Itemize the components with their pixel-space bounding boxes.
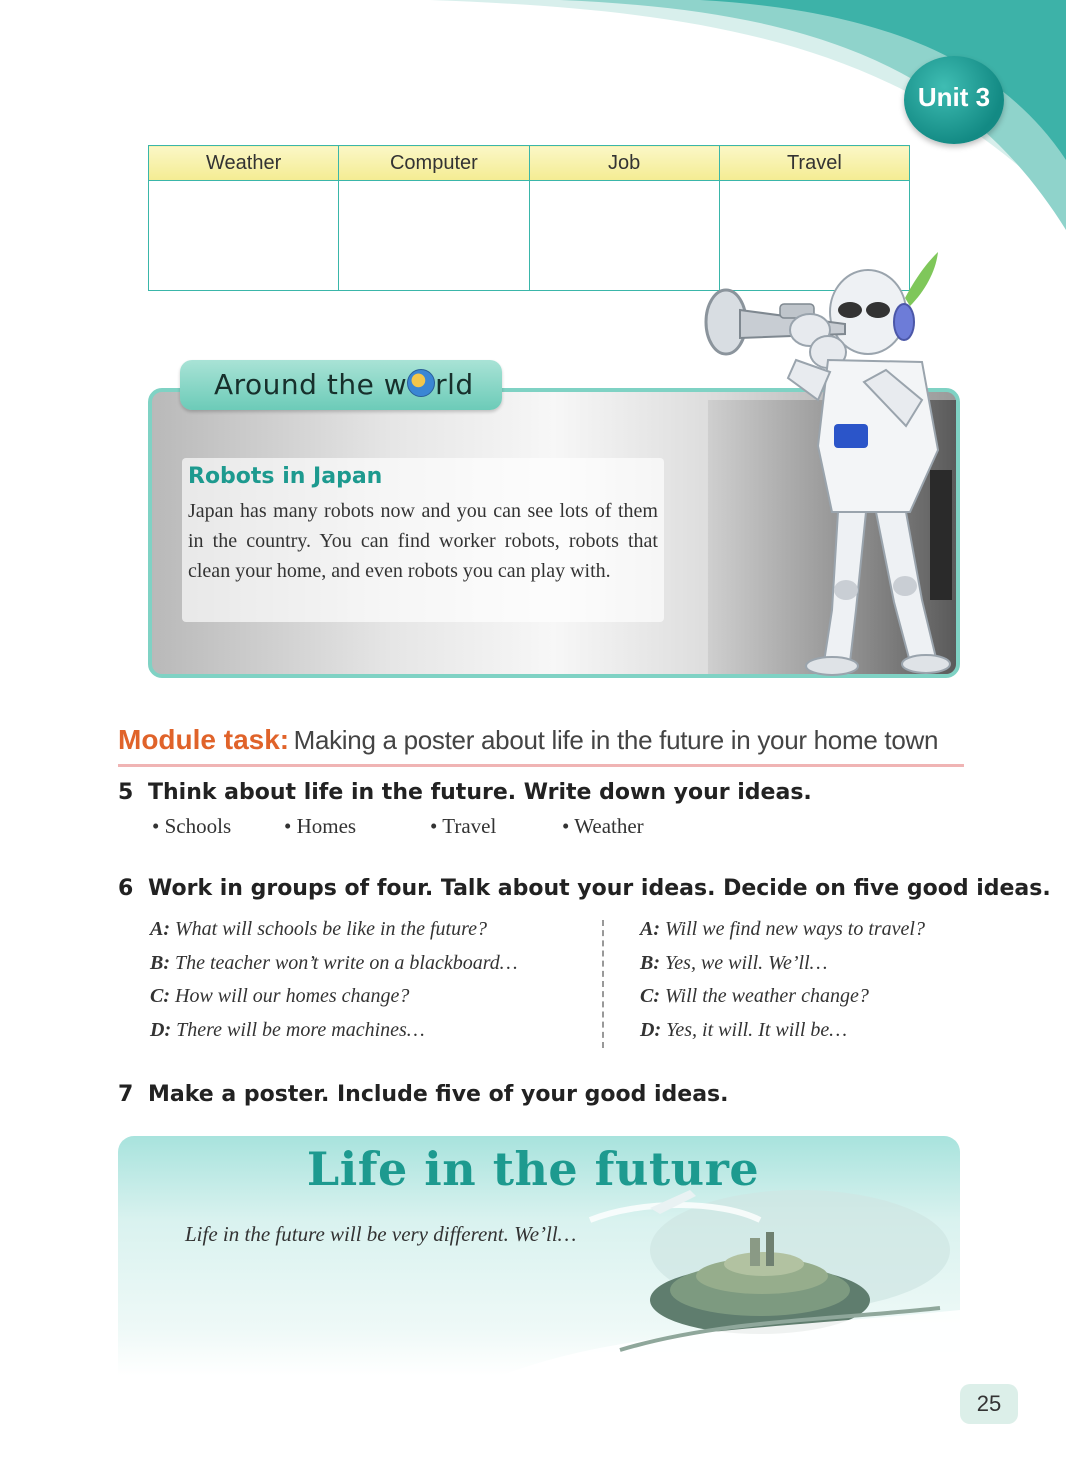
dialog-line: B: The teacher won’t write on a blackboard… — [150, 951, 518, 974]
list-item: • Travel — [430, 814, 496, 839]
dialog-line: D: There will be more machines… — [150, 1018, 425, 1041]
poster-text: Life in the future will be very different. We’ll… — [185, 1222, 577, 1246]
article-body: Japan has many robots now and you can see lots of them in the country. You can find worker robots, robots that clean your home, and even robots you can play with. — [188, 500, 658, 582]
table-header-job: Job — [529, 146, 719, 181]
task-6-instruction: Work in groups of four. Talk about your ideas. Decide on five good ideas. — [148, 876, 1051, 901]
dialog-right — [640, 913, 925, 1047]
around-the-world-heading-start: Around the w — [214, 368, 408, 401]
idea-bullet-list — [152, 814, 772, 844]
around-the-world-heading — [214, 368, 474, 401]
task-7 — [118, 1082, 729, 1107]
future-city-illustration — [500, 1180, 960, 1376]
poster-title: Life in the future — [306, 1142, 760, 1196]
table-cell-job[interactable] — [529, 181, 719, 291]
list-item: • Homes — [284, 814, 356, 839]
globe-icon — [407, 369, 435, 397]
page-number: 25 — [960, 1384, 1018, 1424]
list-item: • Weather — [562, 814, 644, 839]
task-5-instruction: Think about life in the future. Write down your ideas. — [148, 780, 812, 805]
dialog-line: D: Yes, it will. It will be… — [640, 1018, 848, 1041]
table-cell-computer[interactable] — [339, 181, 529, 291]
around-the-world-heading-end: rld — [435, 368, 474, 401]
dialog-line: C: Will the weather change? — [640, 985, 869, 1007]
table-header-computer: Computer — [339, 146, 529, 181]
article-title: Robots in Japan — [188, 464, 383, 489]
task-7-instruction: Make a poster. Include five of your good ideas. — [148, 1082, 729, 1107]
list-item: • Schools — [152, 814, 231, 839]
task-5 — [118, 780, 812, 805]
module-task-text: Making a poster about life in the future in your home town — [293, 725, 939, 755]
module-task-label: Module task: — [118, 724, 290, 755]
unit-badge — [904, 56, 1004, 144]
table-header-row — [149, 146, 910, 181]
around-the-world-tab — [180, 360, 502, 410]
table-header-travel: Travel — [719, 146, 909, 181]
dialog-left — [150, 913, 518, 1047]
dialog-line: C: How will our homes change? — [150, 985, 410, 1007]
table-header-weather: Weather — [149, 146, 339, 181]
task-6-number: 6 — [118, 876, 134, 901]
dialog-divider — [602, 920, 604, 1048]
task-6 — [118, 876, 1051, 901]
robot-trumpet-illustration — [700, 250, 960, 678]
task-7-number: 7 — [118, 1082, 134, 1107]
task-5-number: 5 — [118, 780, 134, 805]
dialog-line: A: What will schools be like in the future? — [150, 918, 487, 940]
unit-badge-label: Unit 3 — [917, 82, 991, 112]
dialog-line: A: Will we find new ways to travel? — [640, 918, 925, 940]
module-task-heading — [118, 724, 964, 767]
dialog-line: B: Yes, we will. We’ll… — [640, 951, 828, 974]
table-cell-weather[interactable] — [149, 181, 339, 291]
